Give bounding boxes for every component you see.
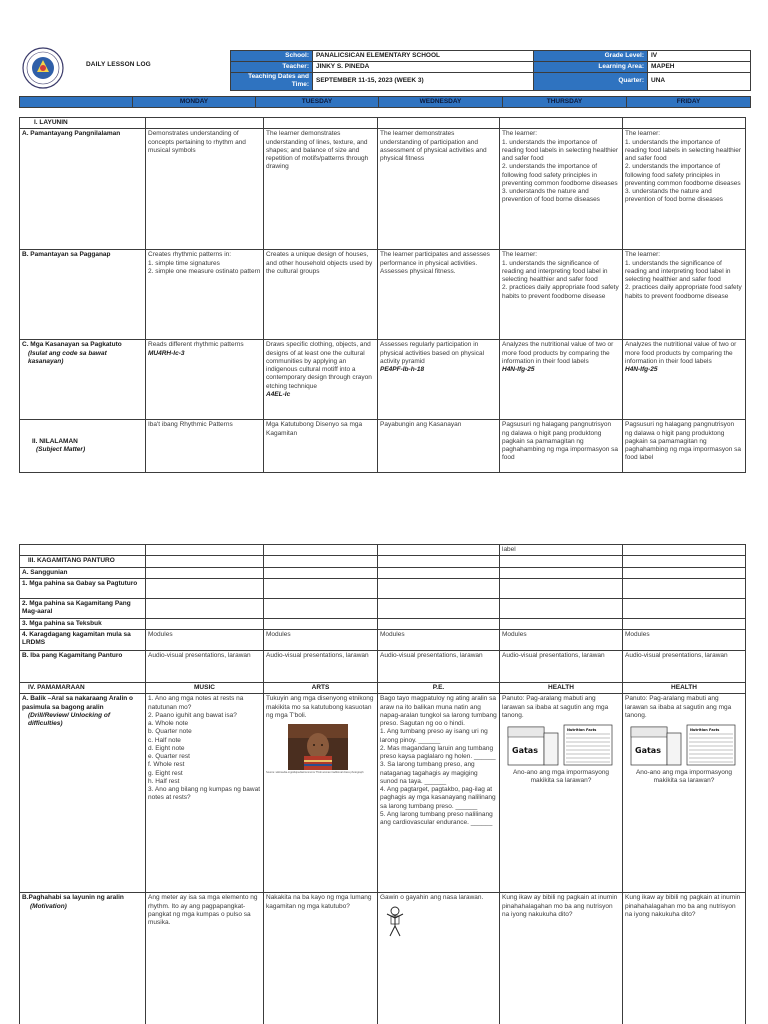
paghahabi-label: B.Paghahabi sa layunin ng aralin <box>22 894 124 902</box>
cell-lrdms-tuesday: Modules <box>264 630 378 651</box>
day-friday: FRIDAY <box>627 97 751 108</box>
arts-review-text: Tukuyin ang mga disenyong etnikong makikita mo sa katutubong kasuotan ng mga T'boli. <box>266 695 374 719</box>
cell-motivation-health-fri: Kung ikaw ay bibili ng pagkain at inumin pinahahalagahan mo ba ang nutrisyon na iyong nakukuha dito? <box>623 893 746 1024</box>
cell-c-tuesday <box>264 340 378 420</box>
cell-lrdms-wednesday: Modules <box>378 630 500 651</box>
cell-review-music: 1. Ano ang mga notes at rests na natutunan mo? 2. Paano iguhit ang bawat isa? a. Whole note b. Quarter note c. Half note d. Eight note e. Quarter rest f. Whole rest g. Eight rest h. Half rest 3. Ano ang bilang ng kumpas ng bawat notes at rests? <box>146 694 264 893</box>
cell-review-health-fri <box>623 694 746 893</box>
area-label: Learning Area: <box>534 62 648 73</box>
cell-c-wednesday <box>378 340 500 420</box>
day-header-blank <box>20 97 133 108</box>
carry-over-text: label <box>500 545 623 556</box>
cell-a-monday: Demonstrates understanding of concepts pertaining to rhythm and musical symbols <box>146 129 264 250</box>
cell-b-tuesday: Creates a unique design of houses, and other household objects used by the cultural groups <box>264 250 378 340</box>
nilalaman-label: II. NILALAMAN <box>32 438 78 445</box>
row-label-kasanayan <box>20 340 146 420</box>
quarter-value: UNA <box>648 73 751 91</box>
pe-motivation-text: Gawin o gayahin ang nasa larawan. <box>380 894 484 902</box>
cell-iba-tuesday: Audio-visual presentations, larawan <box>264 651 378 683</box>
skill-code: MU4RH-Ic-3 <box>148 349 185 357</box>
dates-value: SEPTEMBER 11-15, 2023 (WEEK 3) <box>313 73 534 91</box>
label-panel-title: Nutrition Facts <box>690 728 720 732</box>
cell-b-wednesday: The learner participates and assesses performance in physical activities. Assesses physical fitness. <box>378 250 500 340</box>
grade-label: Grade Level: <box>534 51 648 62</box>
cell-b-thursday: The learner: 1. understands the significance of reading and interpreting food label in selecting healthier and safer food 2. practices daily appropriate food safety habits to prevent foodborne disease <box>500 250 623 340</box>
cell-a-thursday: The learner: 1. understands the importance of reading food labels in selecting healthier and safer food 2. understands the importance of following food safety principles in preventing common foodborne diseases 3. understands the nature and prevention of food borne diseases <box>500 129 623 250</box>
cell-c-monday <box>146 340 264 420</box>
skill-text: Analyzes the nutritional value of two or more food products by comparing the information in their food labels <box>502 341 614 365</box>
school-value: PANALICSICAN ELEMENTARY SCHOOL <box>313 51 534 62</box>
balik-aral-label: A. Balik –Aral sa nakaraang Aralin o pasimula sa bagong aralin <box>22 695 134 711</box>
deped-seal-logo <box>22 47 64 89</box>
row-label-kagamitang-mag-aaral: 2. Mga pahina sa Kagamitang Pang Mag-aaral <box>20 598 146 618</box>
nilalaman-sub: (Subject Matter) <box>36 446 86 454</box>
cell-c-friday <box>623 340 746 420</box>
grade-value: IV <box>648 51 751 62</box>
skill-code: H4N-Ifg-25 <box>502 366 535 373</box>
cell-c-thursday <box>500 340 623 420</box>
cell-review-health-thu <box>500 694 623 893</box>
health-thu-instruction: Panuto: Pag-aralang mabuti ang larawan sa ibaba at sagutin ang mga tanong. <box>502 695 609 719</box>
health-thu-question: Ano-ano ang mga impormasyong makikita sa larawan? <box>512 769 610 785</box>
label-brand-text: Gatas <box>635 746 661 755</box>
doc-title: DAILY LESSON LOG <box>86 61 151 68</box>
cell-lrdms-thursday: Modules <box>500 630 623 651</box>
subject-health-fri: HEALTH <box>623 683 746 694</box>
cell-lrdms-monday: Modules <box>146 630 264 651</box>
day-header-bar <box>19 96 751 108</box>
cell-iba-thursday: Audio-visual presentations, larawan <box>500 651 623 683</box>
tboli-woman-photo <box>288 724 348 770</box>
cell-motivation-arts: Nakakita na ba kayo ng mga lumang kagamitan ng mga katutubo? <box>264 893 378 1024</box>
section-pamamaraan-title: IV. PAMAMARAAN <box>20 683 146 694</box>
skill-text: Draws specific clothing, objects, and designs of at least one the cultural communities by applying an indigenous cultural motiff into a contemporary design through crayon etching technique <box>266 341 372 390</box>
subject-pe: P.E. <box>378 683 500 694</box>
cell-motivation-pe <box>378 893 500 1024</box>
skill-code: PE4PF-Ib-h-18 <box>380 366 425 373</box>
teacher-value: JINKY S. PINEDA <box>313 62 534 73</box>
cell-motivation-health-thu: Kung ikaw ay bibili ng pagkain at inumin pinahahalagahan mo ba ang nutrisyon na iyong nakukuha dito? <box>500 893 623 1024</box>
skill-text: Analyzes the nutritional value of two or more food products by comparing the information in their food labels <box>625 341 737 365</box>
health-fri-instruction: Panuto: Pag-aralang mabuti ang larawan sa ibaba at sagutin ang mga tanong. <box>625 695 732 719</box>
day-thursday: THURSDAY <box>503 97 627 108</box>
balik-aral-sub: (Drill/Review/ Unlocking of difficulties) <box>28 711 110 727</box>
cell-iba-monday: Audio-visual presentations, larawan <box>146 651 264 683</box>
skill-text: Reads different rhythmic patterns <box>148 341 244 349</box>
exercise-boy-illustration <box>384 906 406 938</box>
school-label: School: <box>231 51 313 62</box>
label-panel-title: Nutrition Facts <box>567 728 597 732</box>
skill-code: A4EL-Ic <box>266 390 291 398</box>
area-value: MAPEH <box>648 62 751 73</box>
kasanayan-sub: (Isulat ang code sa bawat kasanayan) <box>28 349 107 365</box>
health-fri-question: Ano-ano ang mga impormasyong makikita sa larawan? <box>635 769 733 785</box>
subject-health-thu: HEALTH <box>500 683 623 694</box>
arts-photo-caption: Source: wikimedia.org/wikipedia/commons T'boli woman traditional dress photograph <box>266 771 364 774</box>
row-label-iba-pang-kagamitan: B. Iba pang Kagamitang Panturo <box>20 651 146 683</box>
cell-motivation-music: Ang meter ay isa sa mga elemento ng rhythm. Ito ay ang pagpapangkat-pangkat ng mga kumpas o pulso sa musika. <box>146 893 264 1024</box>
cell-a-friday: The learner: 1. understands the importance of reading food labels in selecting healthier and safer food 2. understands the importance of following food safety principles in preventing common foodborne diseases 3. understands the nature and prevention of food borne diseases <box>623 129 746 250</box>
cell-nil-tuesday: Mga Katutubong Disenyo sa mga Kagamitan <box>264 420 378 473</box>
skill-text: Assesses regularly participation in physical activities based on physical activity pyramid <box>380 341 485 365</box>
food-label-image <box>629 723 739 767</box>
day-tuesday: TUESDAY <box>256 97 379 108</box>
quarter-label: Quarter: <box>534 73 648 91</box>
cell-nil-wednesday: Payabungin ang Kasanayan <box>378 420 500 473</box>
cell-lrdms-friday: Modules <box>623 630 746 651</box>
subject-arts: ARTS <box>264 683 378 694</box>
cell-review-arts <box>264 694 378 893</box>
skill-code: H4N-Ifg-25 <box>625 366 658 373</box>
row-label-sanggunian: A. Sanggunian <box>20 567 146 578</box>
cell-iba-friday: Audio-visual presentations, larawan <box>623 651 746 683</box>
info-table <box>230 50 751 91</box>
day-monday: MONDAY <box>133 97 256 108</box>
cell-a-tuesday: The learner demonstrates understanding of lines, texture, and shapes; and balance of size and repetition of motifs/patterns through drawing <box>264 129 378 250</box>
row-label-nilalaman <box>20 420 146 473</box>
cell-nil-thursday: Pagsusuri ng halagang pangnutrisyon ng dalawa o higit pang produktong pagkain sa pamamagitan ng paghahambing ng mga impormasyon sa food <box>500 420 623 473</box>
row-label-paghahabi <box>20 893 146 1024</box>
dates-label: Teaching Dates and Time: <box>231 73 313 91</box>
cell-review-pe: Bago tayo magpatuloy ng ating aralin sa araw na ito balikan muna natin ang napag-aralan tungkol sa larong tumbang preso. Sagutan ng oo o hindi. 1. Ang tumbang preso ay isang uri ng larong pinoy. ______ 2. Mas magandang laruin ang tumbang preso kaysa paglalaro ng holen. ______ 3. Sa larong tumbang preso, ang nataganag tagahagis ay magiging sunod na taya. ______ 4. Ang pagtarget, pagtakbo, pag-ilag at paghagis ay mga kasanayang nalilinang sa larong tumbang preso. ______ 5. Ang larong tumbang preso nalilinang ang cardiovascular endurance. ______ <box>378 694 500 893</box>
cell-nil-monday: Iba't ibang Rhythmic Patterns <box>146 420 264 473</box>
cell-b-friday: The learner: 1. understands the significance of reading and interpreting food label in selecting healthier and safer food 2. practices daily appropriate food safety habits to prevent foodborne disease <box>623 250 746 340</box>
lesson-table-part1 <box>19 117 746 473</box>
row-label-balik-aral <box>20 694 146 893</box>
row-label-pamantayan-sa-pagganap: B. Pamantayan sa Pagganap <box>20 250 146 340</box>
paghahabi-sub: (Motivation) <box>30 902 67 910</box>
cell-a-wednesday: The learner demonstrates understanding of participation and assessment of physical activities and physical fitness <box>378 129 500 250</box>
subject-music: MUSIC <box>146 683 264 694</box>
day-wednesday: WEDNESDAY <box>379 97 503 108</box>
cell-b-monday: Creates rhythmic patterns in: 1. simple time signatures 2. simple one measure ostinato pattern <box>146 250 264 340</box>
lesson-table-part2 <box>19 544 746 1024</box>
row-label-teksbuk: 3. Mga pahina sa Teksbuk <box>20 618 146 629</box>
cell-nil-friday: Pagsusuri ng halagang pangnutrisyon ng dalawa o higit pang produktong pagkain sa pamamagitan ng paghahambing ng mga impormasyon sa food label <box>623 420 746 473</box>
row-label-pamantayang-pangnilalaman: A. Pamantayang Pangnilalaman <box>20 129 146 250</box>
teacher-label: Teacher: <box>231 62 313 73</box>
row-label-lrdms: 4. Karagdagang kagamitan mula sa LRDMS <box>20 630 146 651</box>
label-brand-text: Gatas <box>512 746 538 755</box>
cell-iba-wednesday: Audio-visual presentations, larawan <box>378 651 500 683</box>
food-label-image <box>506 723 616 767</box>
row-label-gabay: 1. Mga pahina sa Gabay sa Pagtuturo <box>20 578 146 598</box>
section-layunin-title: I. LAYUNIN <box>20 118 146 129</box>
section-kagamitan-title: III. KAGAMITANG PANTURO <box>20 556 146 567</box>
kasanayan-label: C. Mga Kasanayan sa Pagkatuto <box>22 341 122 349</box>
